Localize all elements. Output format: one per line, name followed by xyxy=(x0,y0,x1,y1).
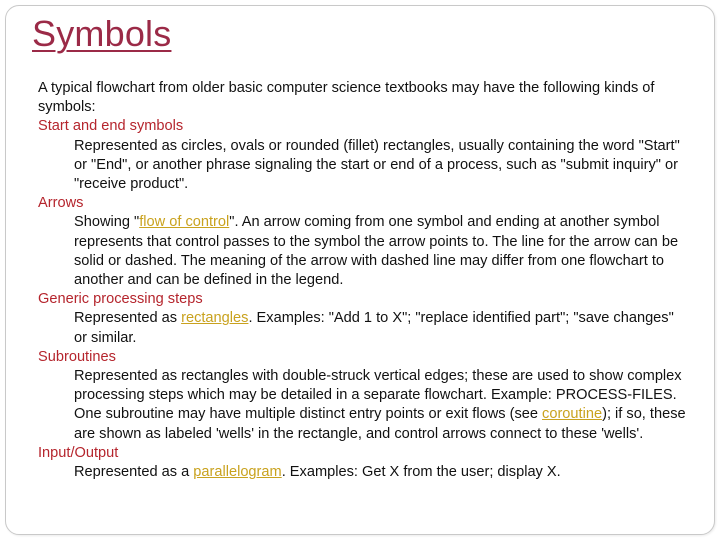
link-parallelogram[interactable]: parallelogram xyxy=(193,464,282,481)
heading-processing: Generic processing steps xyxy=(38,291,203,308)
body-io-pre: Represented as a xyxy=(74,464,194,481)
heading-start-end: Start and end symbols xyxy=(38,118,184,135)
slide-title: Symbols xyxy=(32,13,172,54)
body-arrows-post: ". An arrow coming from one symbol and ending at another symbol represents that control passes to the symbol the arrow points to. The line for the arrow can be solid or dashed. The meaning of the arrow with dashed line may differ from one flowchart to another and can be defined in the legend. xyxy=(74,214,679,289)
body-start-end: Represented as circles, ovals or rounded (fillet) rectangles, usually containing the word "Start" or "End", or another phrase signaling the start or end of a process, such as "submit inquiry" or "receive product". xyxy=(74,137,680,193)
link-flow-of-control[interactable]: flow of control xyxy=(139,214,230,231)
heading-arrows: Arrows xyxy=(38,195,84,212)
heading-input-output: Input/Output xyxy=(38,444,119,461)
slide-content xyxy=(38,79,688,482)
body-processing-post: . Examples: "Add 1 to X"; "replace identified part"; "save changes" or similar. xyxy=(74,310,674,346)
body-subroutines-pre: Represented as rectangles with double-struck vertical edges; these are used to show complex processing steps which may be detailed in a separate flowchart. Example: PROCESS-FILES. One subroutine may have multiple distinct entry points or exit flows (see xyxy=(74,368,682,423)
body-processing-pre: Represented as xyxy=(74,310,182,327)
body-input-output xyxy=(74,463,688,482)
body-subroutines-post: ); if so, these are shown as labeled 'wells' in the rectangle, and control arrows connect to these 'wells'. xyxy=(74,406,686,442)
body-subroutines xyxy=(74,367,688,444)
body-arrows-pre: Showing " xyxy=(74,214,140,231)
intro-text: A typical flowchart from older basic computer science textbooks may have the following kinds of symbols: xyxy=(38,80,655,116)
heading-subroutines: Subroutines xyxy=(38,348,116,365)
body-processing xyxy=(74,309,688,347)
body-io-post: . Examples: Get X from the user; display X. xyxy=(281,464,561,481)
link-coroutine[interactable]: coroutine xyxy=(542,406,603,423)
body-arrows xyxy=(74,213,688,290)
link-rectangles[interactable]: rectangles xyxy=(181,310,249,327)
